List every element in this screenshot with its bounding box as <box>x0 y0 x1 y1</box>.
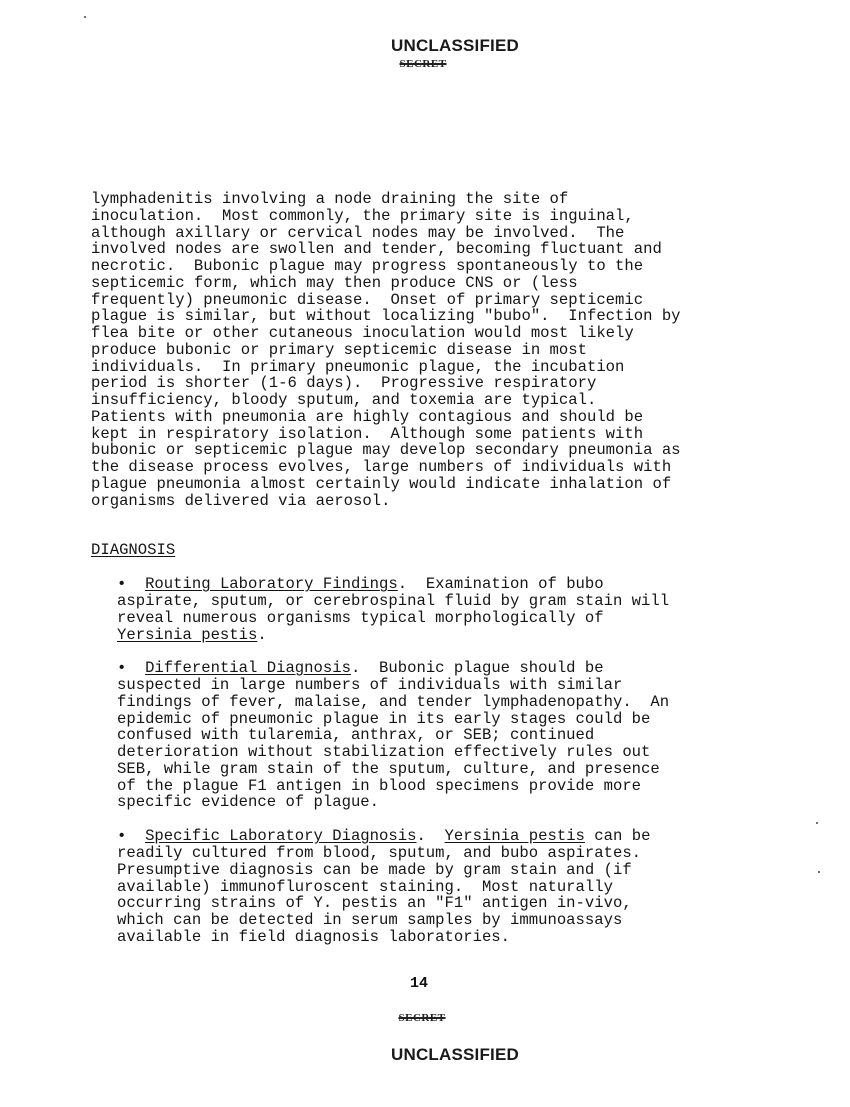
body-text-line: septicemic form, which may then produce CNS or (less <box>91 273 578 292</box>
body-text-line: the disease process evolves, large numbers of individuals with <box>91 458 672 476</box>
scan-speck <box>816 822 818 824</box>
differential-diagnosis-first-line <box>117 660 604 677</box>
differential-diagnosis-title: Differential Diagnosis <box>145 659 351 677</box>
differential-diagnosis-line: suspected in large numbers of individuals with similar <box>117 676 623 694</box>
body-text-line: kept in respiratory isolation. Although some patients with <box>91 424 644 443</box>
differential-diagnosis-line: epidemic of pneumonic plague in its early stages could be <box>117 709 651 728</box>
body-text-line: insufficiency, bloody sputum, and toxemia are typical. <box>91 391 597 409</box>
specific-diagnosis-line: available) immunofluroscent staining. Most naturally <box>117 877 613 896</box>
body-text-line: lymphadenitis involving a node draining the site of <box>91 190 569 208</box>
scan-speck <box>84 16 86 18</box>
routine-findings-line: reveal numerous organisms typical morphologically of <box>117 609 604 627</box>
separator: . <box>416 827 445 845</box>
differential-diagnosis-line: of the plague F1 antigen in blood specimens provide more <box>117 776 642 795</box>
specific-diagnosis-line: which can be detected in serum samples by immunoassays <box>117 911 623 929</box>
organism-name: Yersinia pestis <box>117 626 258 644</box>
body-text-line: plague pneumonia almost certainly would indicate inhalation of <box>91 474 672 493</box>
bullet-icon: • <box>117 575 127 593</box>
differential-diagnosis-line: deterioration without stabilization effectively rules out <box>117 743 651 761</box>
scan-speck <box>818 871 820 873</box>
bullet-icon: • <box>117 659 127 677</box>
differential-diagnosis-line: findings of fever, malaise, and tender lymphadenopathy. An <box>117 692 670 711</box>
body-text-line: frequently) pneumonic disease. Onset of primary septicemic <box>91 290 644 309</box>
specific-diagnosis-title: Specific Laboratory Diagnosis <box>145 827 417 845</box>
routine-findings-last-line <box>117 627 267 644</box>
body-text-line: plague is similar, but without localizing "bubo". Infection by <box>91 307 681 326</box>
body-text-line: produce bubonic or primary septicemic disease in most <box>91 340 587 359</box>
organism-name: Yersinia pestis <box>444 827 585 845</box>
body-text-line: organisms delivered via aerosol. <box>91 491 391 510</box>
body-text-line: Patients with pneumonia are highly contagious and should be <box>91 407 644 426</box>
body-text-line: necrotic. Bubonic plague may progress spontaneously to the <box>91 257 644 275</box>
specific-diagnosis-line: available in field diagnosis laboratories. <box>117 927 511 946</box>
specific-diagnosis-first-line <box>117 828 650 845</box>
body-text-line: flea bite or other cutaneous inoculation would most likely <box>91 324 634 342</box>
differential-diagnosis-lead: . Bubonic plague should be <box>350 659 604 677</box>
specific-diagnosis-line: occurring strains of Y. pestis an "F1" antigen in-vivo, <box>117 894 632 913</box>
body-text-line: individuals. In primary pneumonic plague, the incubation <box>91 357 625 376</box>
bullet-icon: • <box>117 827 127 845</box>
body-text-line: involved nodes are swollen and tender, becoming fluctuant and <box>91 240 662 259</box>
struck-secret-marking-bottom: SECRET <box>398 1012 446 1024</box>
classification-header: UNCLASSIFIED <box>390 36 520 55</box>
routine-findings-first-line <box>117 576 604 593</box>
routine-findings-title: Routing Laboratory Findings <box>145 575 398 593</box>
sentence-end: . <box>257 626 267 644</box>
classification-footer: UNCLASSIFIED <box>390 1045 520 1064</box>
routine-findings-lead: . Examination of bubo <box>397 575 604 593</box>
struck-secret-marking-top: SECRET <box>399 58 447 70</box>
specific-diagnosis-lead: can be <box>584 827 651 845</box>
diagnosis-heading: DIAGNOSIS <box>91 541 176 559</box>
body-text-line: inoculation. Most commonly, the primary site is inguinal, <box>91 206 634 225</box>
differential-diagnosis-line: confused with tularemia, anthrax, or SEB; continued <box>117 726 595 745</box>
body-text-line: although axillary or cervical nodes may be involved. The <box>91 223 625 242</box>
body-text-line: period is shorter (1-6 days). Progressive respiratory <box>91 374 597 393</box>
specific-diagnosis-line: Presumptive diagnosis can be made by gram stain and (if <box>117 860 632 879</box>
differential-diagnosis-line: specific evidence of plague. <box>117 793 380 812</box>
routine-findings-line: aspirate, sputum, or cerebrospinal fluid by gram stain will <box>117 592 670 610</box>
specific-diagnosis-line: readily cultured from blood, sputum, and bubo aspirates. <box>117 844 642 862</box>
body-text-line: bubonic or septicemic plague may develop secondary pneumonia as <box>91 441 681 460</box>
differential-diagnosis-line: SEB, while gram stain of the sputum, culture, and presence <box>117 759 660 778</box>
page-number: 14 <box>409 975 428 992</box>
